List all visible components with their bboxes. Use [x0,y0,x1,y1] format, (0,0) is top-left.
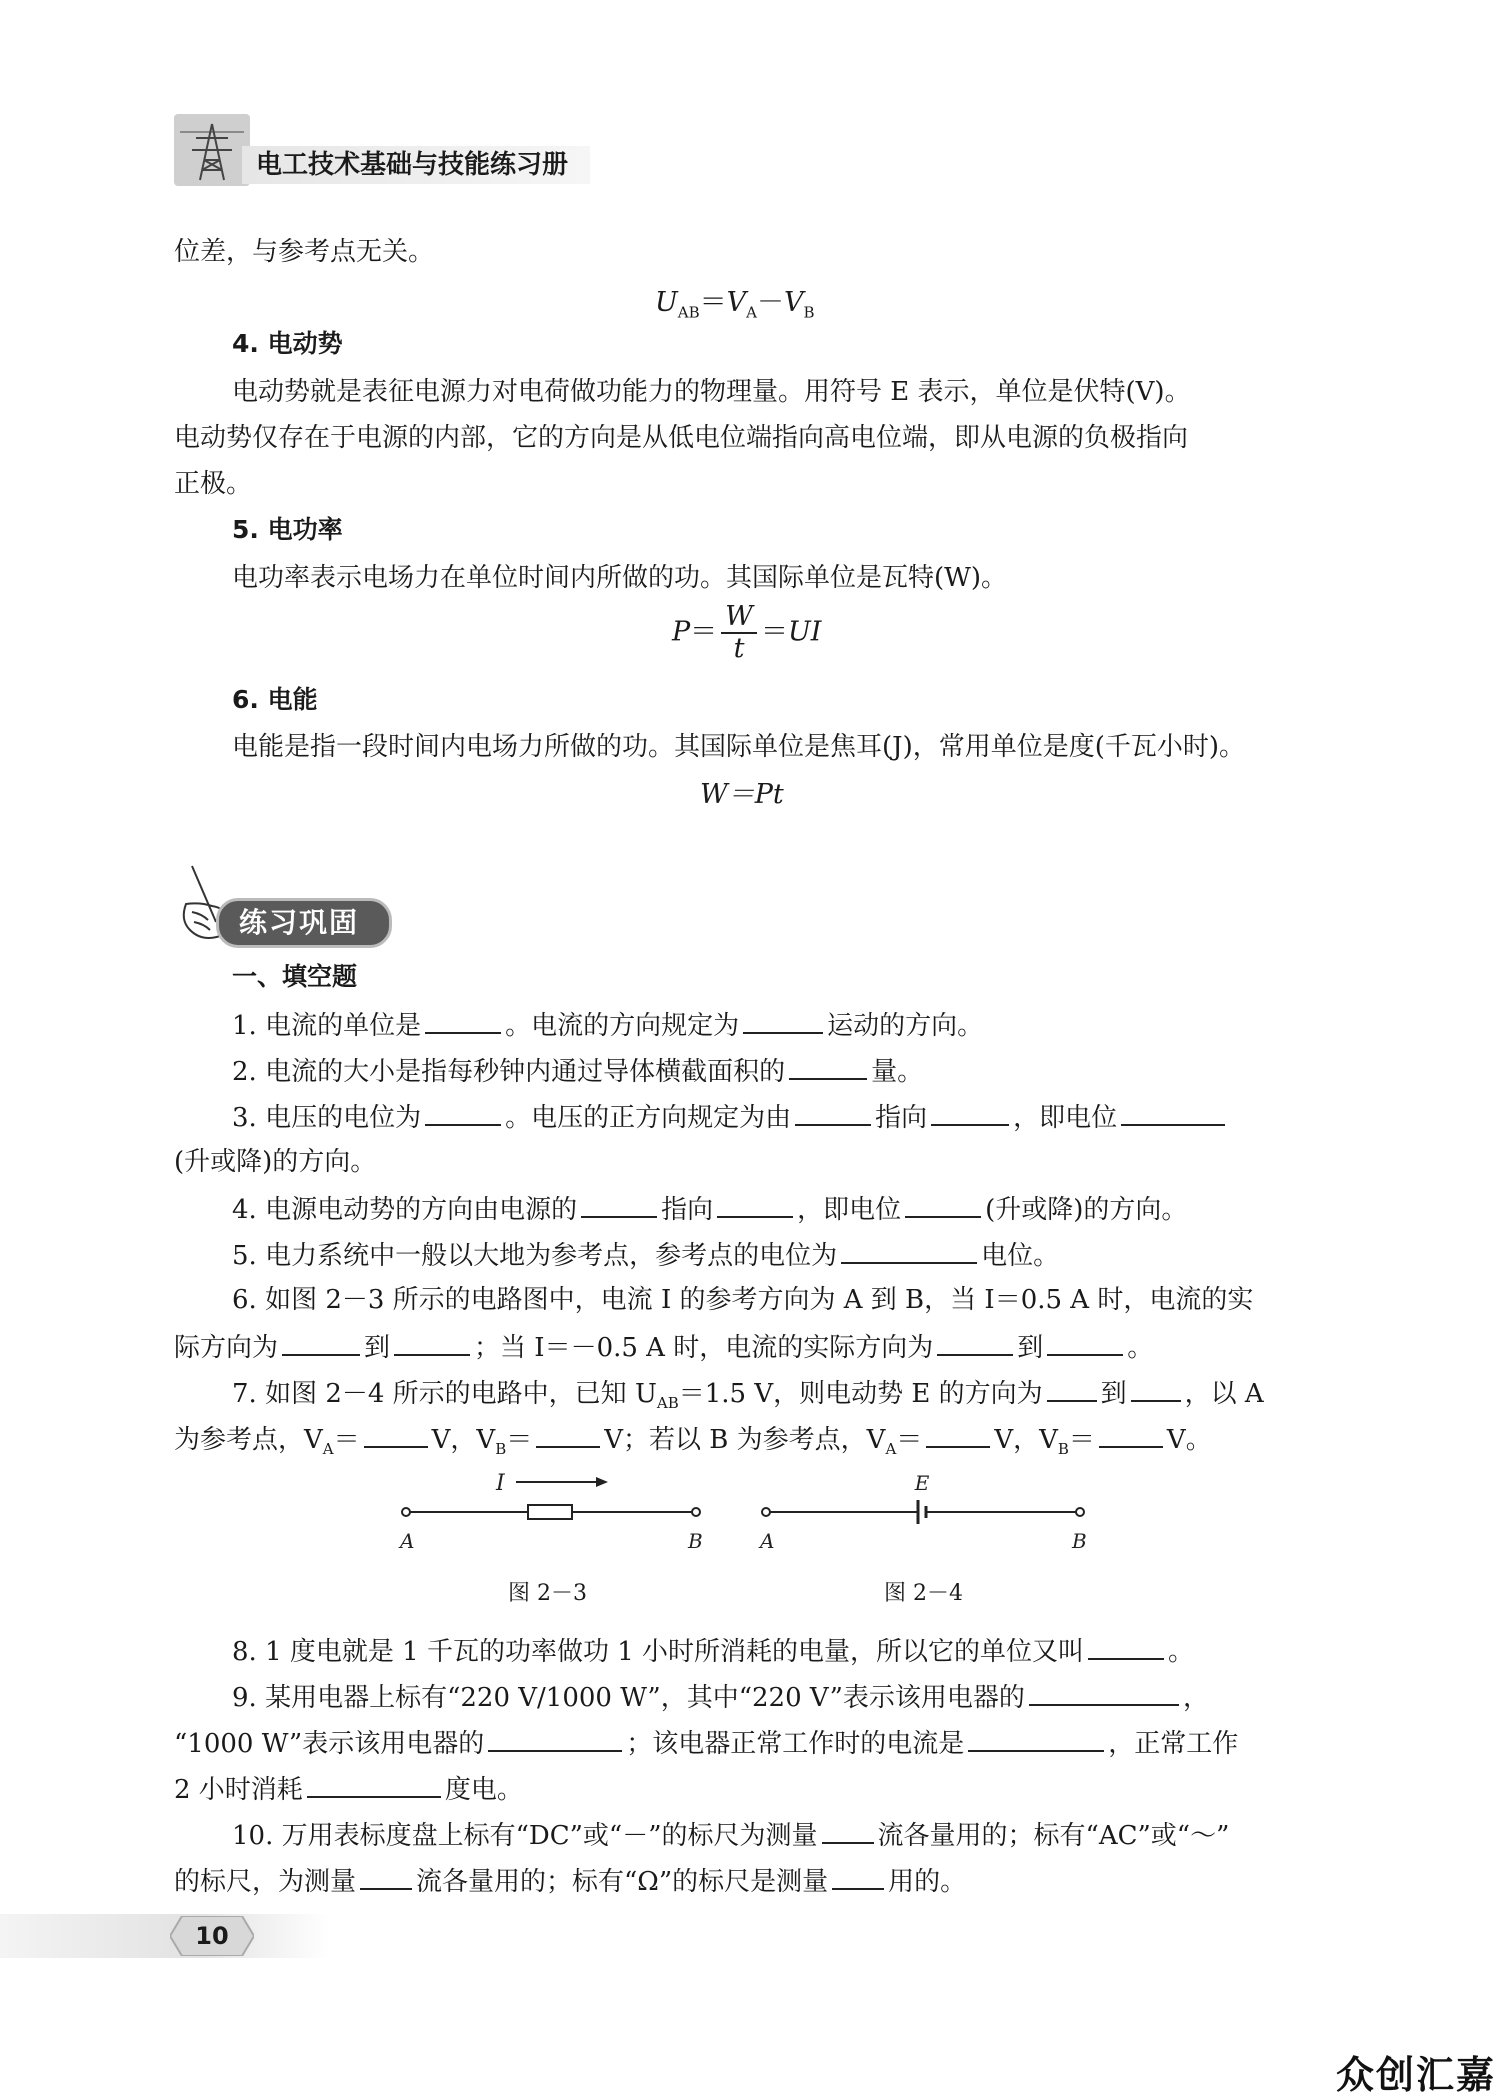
formula-power: P＝ $\frac{W}{t}$ ＝UI [672,601,822,664]
section-heading-energy: 6. 电能 [232,685,318,714]
question-9: 9. 某用电器上标有“220 V/1000 W”，其中“220 V”表示该用电器的 ， [232,1674,1209,1720]
answer-blank[interactable] [931,1094,1009,1126]
node-a-label: A [400,1529,415,1553]
answer-blank[interactable] [1121,1094,1225,1126]
answer-blank[interactable] [1088,1628,1164,1660]
text-line: 电动势就是表征电源力对电荷做功能力的物理量。用符号 E 表示，单位是伏特(V)。 [232,377,1191,407]
power-tower-icon [174,114,250,186]
answer-blank[interactable] [394,1324,470,1356]
question-10: 10. 万用表标度盘上标有“DC”或“－”的标尺为测量 流各量用的；标有“AC”或“～” [232,1812,1229,1858]
answer-blank[interactable] [822,1812,874,1844]
question-5: 5. 电力系统中一般以大地为参考点，参考点的电位为 电位。 [232,1232,1059,1278]
text-line: 正极。 [174,469,253,499]
banner-title: 练习巩固 [239,906,360,939]
node-b-label: B [688,1529,703,1553]
current-arrow-icon [596,1477,608,1487]
question-6-cont: 际方向为 到 ；当 I＝－0.5 A 时，电流的实际方向为 到 。 [174,1324,1153,1370]
question-2: 2. 电流的大小是指每秒钟内通过导体横截面积的 量。 [232,1048,923,1094]
page-number: 10 [195,1922,229,1950]
figure-2-4 [756,1468,1090,1618]
node-b-label: B [1072,1529,1087,1553]
question-9-cont: 2 小时消耗 度电。 [174,1766,523,1812]
answer-blank[interactable] [717,1186,793,1218]
answer-blank[interactable] [743,1002,823,1034]
answer-blank[interactable] [1131,1370,1181,1402]
page-number-badge [170,1916,254,1956]
figure-2-3 [396,1468,716,1618]
node-a-label: A [760,1529,775,1553]
question-10-cont: 的标尺，为测量 流各量用的；标有“Ω”的标尺是测量 用的。 [174,1858,966,1904]
question-4: 4. 电源电动势的方向由电源的 指向 ，即电位 (升或降)的方向。 [232,1186,1187,1232]
answer-blank[interactable] [968,1720,1104,1752]
text-line: 电能是指一段时间内电场力所做的功。其国际单位是焦耳(J)，常用单位是度(千瓦小时)。 [232,732,1245,762]
current-label: I [496,1471,505,1496]
figure-caption: 图 2－3 [508,1581,587,1606]
question-3-cont: (升或降)的方向。 [174,1147,377,1177]
answer-blank[interactable] [1029,1674,1179,1706]
section-heading-power: 5. 电功率 [232,515,343,544]
formula-uab: $U_{AB}=V_A-V_B$ [655,287,815,322]
practice-banner [172,862,392,948]
question-9-cont: “1000 W”表示该用电器的 ；该电器正常工作时的电流是 ，正常工作 [174,1720,1238,1766]
watermark: 众创汇嘉 [1335,2053,1496,2097]
answer-blank[interactable] [905,1186,981,1218]
answer-blank[interactable] [282,1324,360,1356]
answer-blank[interactable] [795,1094,871,1126]
book-title: 电工技术基础与技能练习册 [256,150,569,180]
answer-blank[interactable] [364,1416,428,1448]
question-7-cont: 为参考点，$V_A= V$，$V_B= V$；若以 B 为参考点，$V_A= V$，$V_B= V$。 [174,1416,1212,1471]
formula-energy: W＝Pt [700,779,784,810]
node-a-terminal [402,1508,410,1516]
section-heading-emf: 4. 电动势 [232,329,343,358]
node-a-terminal [762,1508,770,1516]
answer-blank[interactable] [1047,1324,1123,1356]
text-line: 电功率表示电场力在单位时间内所做的功。其国际单位是瓦特(W)。 [232,563,1008,593]
answer-blank[interactable] [488,1720,622,1752]
node-b-terminal [692,1508,700,1516]
answer-blank[interactable] [307,1766,441,1798]
answer-blank[interactable] [841,1232,977,1264]
book-header [174,114,592,186]
answer-blank[interactable] [1099,1416,1163,1448]
question-3: 3. 电压的电位为 。电压的正方向规定为由 指向 ，即电位 [232,1094,1229,1140]
book-title-bar [242,146,590,184]
question-1: 1. 电流的单位是 。电流的方向规定为 运动的方向。 [232,1002,983,1048]
text-line: 电动势仅存在于电源的内部，它的方向是从低电位端指向高电位端，即从电源的负极指向 [174,423,1189,453]
answer-blank[interactable] [425,1002,501,1034]
answer-blank[interactable] [1047,1370,1097,1402]
question-7: 7. 如图 2－4 所示的电路中，已知 $U_{AB}=1.5$ V，则电动势 E 的方向为 到 ，以 A [232,1370,1264,1425]
answer-blank[interactable] [536,1416,600,1448]
answer-blank[interactable] [926,1416,990,1448]
figure-caption: 图 2－4 [884,1581,963,1606]
section-title-fill-blank: 一、填空题 [232,962,358,991]
answer-blank[interactable] [937,1324,1013,1356]
answer-blank[interactable] [425,1094,501,1126]
node-b-terminal [1076,1508,1084,1516]
question-6: 6. 如图 2－3 所示的电路图中，电流 I 的参考方向为 A 到 B，当 I＝0.5 A 时，电流的实 [232,1285,1254,1315]
banner-pill [216,898,392,948]
emf-label: E [914,1471,930,1495]
question-8: 8. 1 度电就是 1 千瓦的功率做功 1 小时所消耗的电量，所以它的单位又叫 。 [232,1628,1194,1674]
page-number-bar [0,1914,330,1958]
answer-blank[interactable] [360,1858,412,1890]
answer-blank[interactable] [581,1186,657,1218]
answer-blank[interactable] [789,1048,867,1080]
tower-logo-box [174,114,250,186]
answer-blank[interactable] [832,1858,884,1890]
text-line: 位差，与参考点无关。 [174,237,435,267]
